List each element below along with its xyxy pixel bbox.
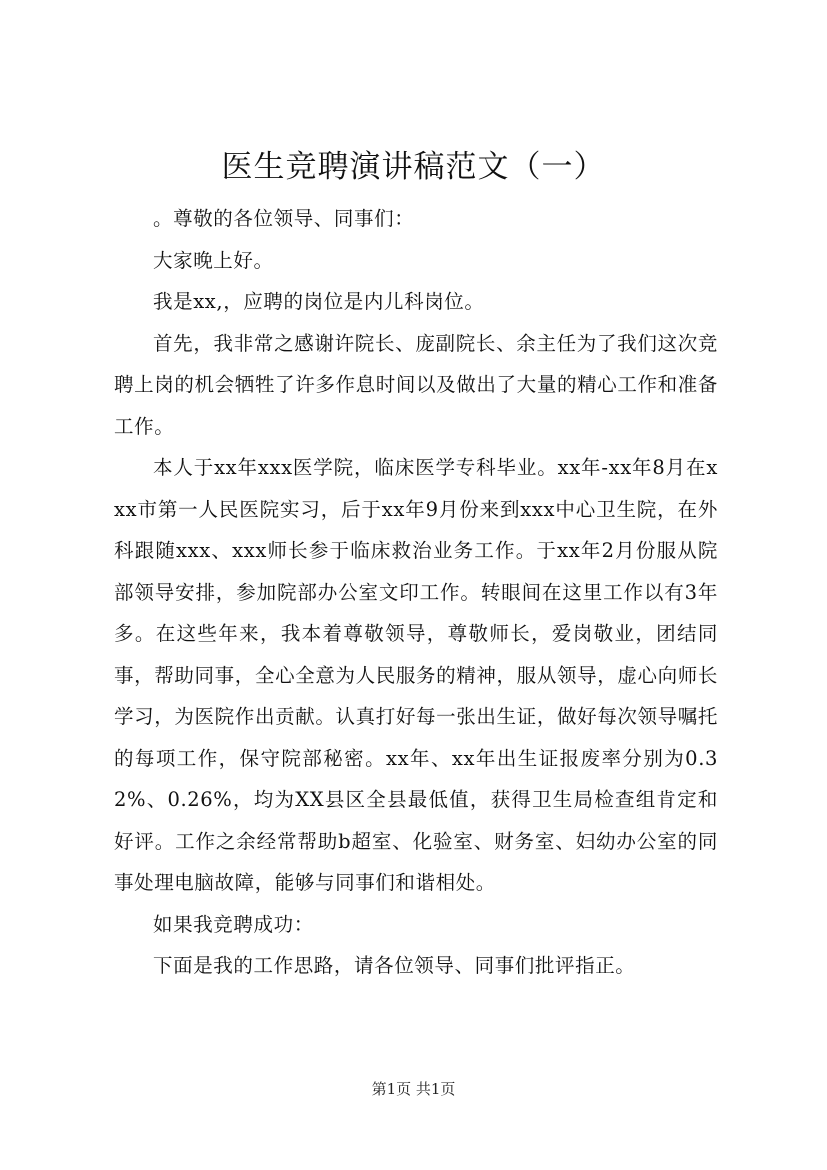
paragraph-salutation: 大家晚上好。 — [153, 248, 274, 272]
paragraph-greeting: 。尊敬的各位领导、同事们： — [153, 207, 415, 230]
paragraph-if-successful: 如果我竞聘成功： — [153, 912, 314, 936]
document-title: 医生竞聘演讲稿范文（一） — [221, 149, 606, 185]
paragraph-introduction: 我是xx,，应聘的岗位是内儿科岗位。 — [153, 290, 485, 313]
paragraph-background: 本人于xx年xxx医学院，临床医学专科毕业。xx年-xx年8月在xxx市第一人民医院实习，后于xx年9月份来到xxx中心卫生院，在外科跟随xxx、xxx师长参于临床救治业务工作。于xx年2月份服从院部领导安排，参加院部办公室文印工作。转眼间在这里工作以有3年多。在这些年来，我本着尊敬领导，尊敬师长，爱岗敬业，团结同事，帮助同事，全心全意为人民服务的精神，服从领导，虚心向师长学习，为医院作出贡献。认真打好每一张出生证，做好每次领导嘱托的每项工作，保守院部秘密。xx年、xx年出生证报废率分别为0.32%、0.26%，均为XX县区全县最低值，获得卫生局检查组肯定和好评。工作之余经常帮助b超室、化验室、财务室、妇幼办公室的同事处理电脑故障，能够与同事们和谐相处。 — [114, 456, 718, 894]
page-number-footer: 第1页 共1页 — [371, 1080, 456, 1098]
paragraph-work-plan: 下面是我的工作思路，请各位领导、同事们批评指正。 — [153, 954, 636, 977]
paragraph-thanks: 首先，我非常之感谢许院长、庞副院长、余主任为了我们这次竞聘上岗的机会牺牲了许多作息时间以及做出了大量的精心工作和准备工作。 — [114, 331, 718, 438]
document-body — [114, 198, 718, 987]
